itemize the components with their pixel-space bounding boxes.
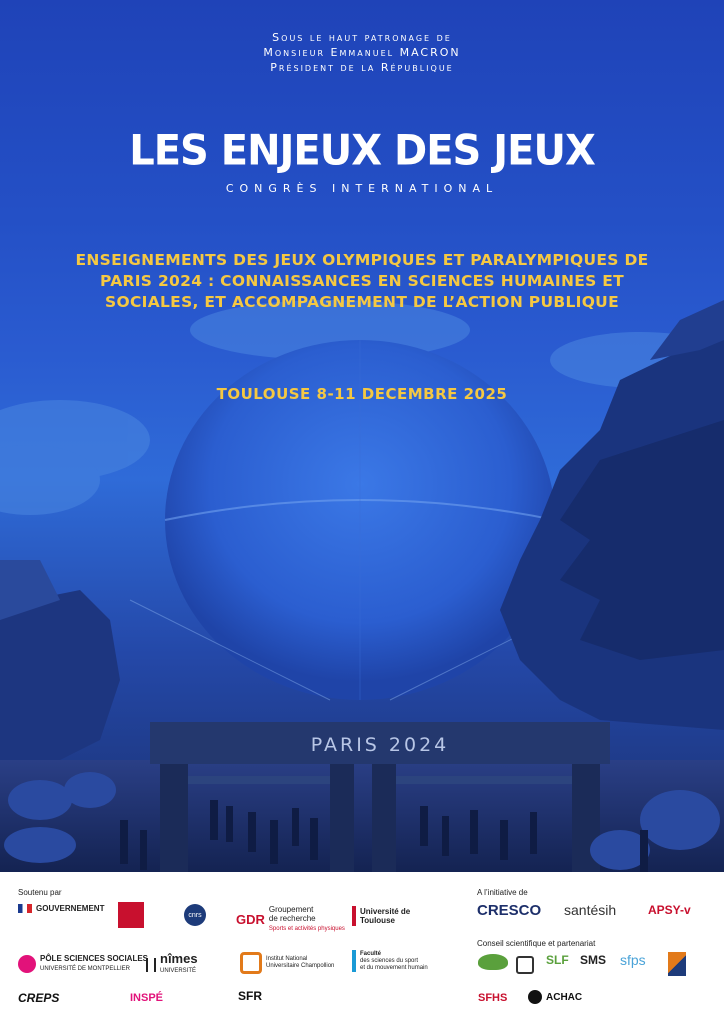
champollion-uc-icon [240, 952, 262, 974]
f2smh-u-icon [352, 950, 356, 972]
initiative-label: A l’initiative de [477, 888, 528, 897]
slf-logo: SLF [546, 953, 569, 967]
gouvernement-logo: GOUVERNEMENT [18, 904, 104, 913]
gdr-logo: GDR Groupement de recherche Sports et activités physiques [236, 905, 345, 932]
nimes-columns-icon [146, 958, 156, 972]
gate-label: PARIS 2024 [310, 734, 450, 756]
marianne-flag-icon [18, 904, 32, 913]
council-logo-orange [668, 952, 686, 976]
cnrs-circle-icon: cnrs [184, 904, 206, 926]
congress-theme [70, 250, 654, 313]
universite-toulouse-logo: Université de Toulouse [352, 906, 430, 926]
champollion-logo: Institut National Universitaire Champollion [240, 952, 336, 974]
patronage-line-1: Sous le haut patronage de [272, 31, 452, 44]
athlete-icon [516, 956, 534, 974]
cresco-logo: CRESCO [477, 902, 542, 919]
theme-line-3: SOCIALES, ET ACCOMPAGNEMENT DE L’ACTION PUBLIQUE [105, 293, 619, 311]
council-logo-green [478, 954, 508, 970]
sfps-logo: sfps [620, 952, 646, 968]
patronage-text [0, 30, 724, 75]
occitanie-cross-icon [118, 902, 144, 928]
globe-icon [528, 990, 542, 1004]
congress-subtitle: CONGRÈS INTERNATIONAL [225, 182, 499, 195]
theme-line-2: PARIS 2024 : CONNAISSANCES EN SCIENCES HUMAINES ET [99, 272, 625, 290]
pole-m-icon [18, 955, 36, 973]
creps-logo: CREPS [18, 991, 60, 1005]
sms-logo: SMS [580, 953, 607, 967]
sfhs-logo: SFHS [478, 992, 508, 1004]
congress-title: LES ENJEUX DES JEUX [129, 126, 595, 176]
theme-line-1: ENSEIGNEMENTS DES JEUX OLYMPIQUES ET PARALYMPIQUES DE [75, 251, 649, 269]
sfr-logo: SFR [238, 989, 262, 1003]
council-logo-athlete [516, 956, 534, 974]
achac-logo: ACHAC [528, 990, 582, 1004]
congress-dates: TOULOUSE 8-11 DECEMBRE 2025 [216, 385, 508, 403]
supported-by-label: Soutenu par [18, 888, 62, 897]
apsy-logo: APSY-v [648, 903, 691, 917]
nimes-logo: nîmes UNIVERSITÉ [146, 954, 198, 976]
inspe-logo: INSPÉ [130, 992, 164, 1004]
cnrs-logo [184, 904, 206, 926]
partners-footer [0, 872, 724, 1024]
f2smh-logo: Faculté des sciences du sport et du mouvement humain [352, 950, 428, 972]
patronage-line-3: Président de la République [270, 61, 454, 74]
patronage-line-2: Monsieur Emmanuel MACRON [263, 46, 461, 59]
runner-icon [478, 954, 508, 970]
pole-sciences-sociales-logo: PÔLE SCIENCES SOCIALES UNIVERSITÉ DE MONTPELLIER [18, 954, 148, 974]
council-label: Conseil scientifique et partenariat [477, 939, 596, 948]
ut-u-icon [352, 906, 356, 926]
flag-shape-icon [668, 952, 686, 976]
trees-left [0, 560, 120, 760]
santesih-logo: santésih [564, 902, 617, 918]
occitanie-logo [118, 902, 144, 928]
